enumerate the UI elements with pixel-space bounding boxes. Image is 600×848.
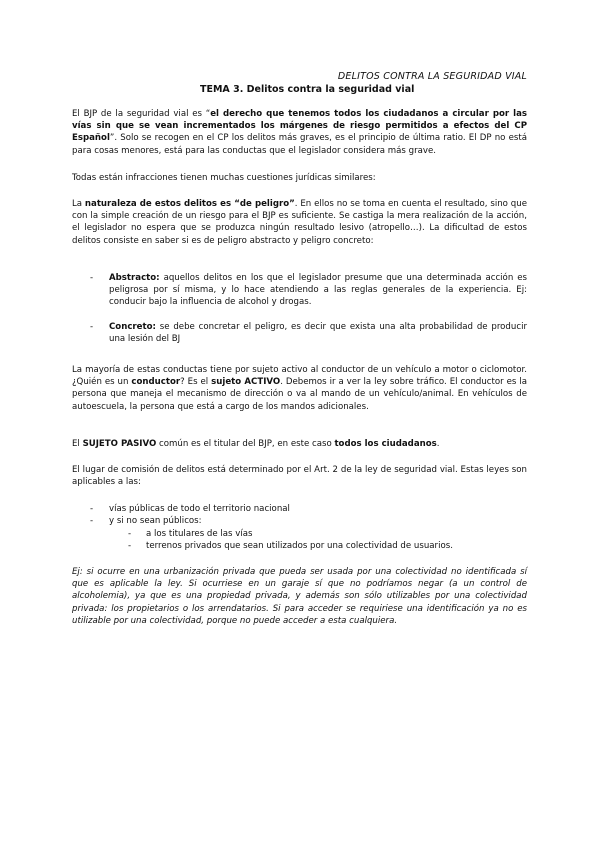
paragraph-lugar-comision: El lugar de comisión de delitos está determinado por el Art. 2 de la ley de seguridad vial. Estas leyes son aplicables a las: — [72, 465, 527, 488]
sublist-item-terrenos: - terrenos privados que sean utilizados por una colectividad de usuarios. — [128, 541, 453, 552]
sublist-item-titulares: - a los titulares de las vías — [128, 529, 253, 539]
list-item-concreto: - Concreto: se debe concretar el peligro, es decir que exista una alta probabilidad de producir una lesión del BJ — [90, 321, 527, 344]
paragraph-ejemplo: Ej: si ocurre en una urbanización privada que pueda ser usada por una colectividad no identificada sí que es aplicable la ley. Si ocurriese en un garaje sí que no podríamos negar (a un control de alcoholemia), ya que es una propiedad privada, y además son sólo utilizables por una colectividad privada: los propietarios o los arrendatarios. Si para acceder se requiriese una identificación ya no es utilizable por una colectividad, porque no puede acceder a esta cualquiera. — [72, 567, 527, 626]
paragraph-bjp: El BJP de la seguridad vial es “el derecho que tenemos todos los ciudadanos a circular por las vías sin que se vean incrementados los márgenes de riesgo permitidos a efectos del CP Español”. Solo se recogen en el CP los delitos más graves, es el principio de última ratio. El DP no está para cosas menores, está para las conductas que el legislador considera más grave. — [72, 109, 527, 156]
sublist-vias — [128, 528, 453, 552]
paragraph-infracciones: Todas están infracciones tienen muchas cuestiones jurídicas similares: — [72, 173, 376, 183]
paragraph-naturaleza: La naturaleza de estos delitos es “de peligro”. En ellos no se toma en cuenta el resultado, sino que con la simple creación de un riesgo para el BJP es suficiente. Se castiga la mera realización de la acción, el legislador no espera que se produzca ningún resultado lesivo (atropello…). La dificultad de estos delitos consiste en saber si es de peligro abstracto y peligro concreto: — [72, 199, 527, 246]
page-title: TEMA 3. Delitos contra la seguridad vial — [200, 84, 415, 95]
list-vias — [90, 503, 527, 527]
list-peligro — [90, 272, 527, 345]
list-item-abstracto: - Abstracto: aquellos delitos en los que el legislador presume que una determinada acción es peligrosa por sí misma, y lo hace atendiendo a las reglas generales de la experiencia. Ej: conducir bajo la influencia de alcohol y drogas. — [90, 273, 527, 308]
paragraph-sujeto-pasivo: El SUJETO PASIVO común es el titular del BJP, en este caso todos los ciudadanos. — [72, 439, 440, 449]
list-item-vias-publicas: - vías públicas de todo el territorio nacional — [90, 504, 290, 514]
list-item-no-publicos: - y si no sean públicos: — [90, 516, 202, 527]
running-header: DELITOS CONTRA LA SEGURIDAD VIAL — [337, 71, 527, 82]
paragraph-sujeto-activo: La mayoría de estas conductas tiene por sujeto activo al conductor de un vehículo a motor o ciclomotor. ¿Quién es un conductor? Es el sujeto ACTIVO. Debemos ir a ver la ley sobre tráfico. El conductor es la persona que maneja el mecanismo de dirección o va al mando de un vehículo/animal. En vehículos de autoescuela, la persona que está a cargo de los mandos adicionales. — [72, 365, 527, 412]
